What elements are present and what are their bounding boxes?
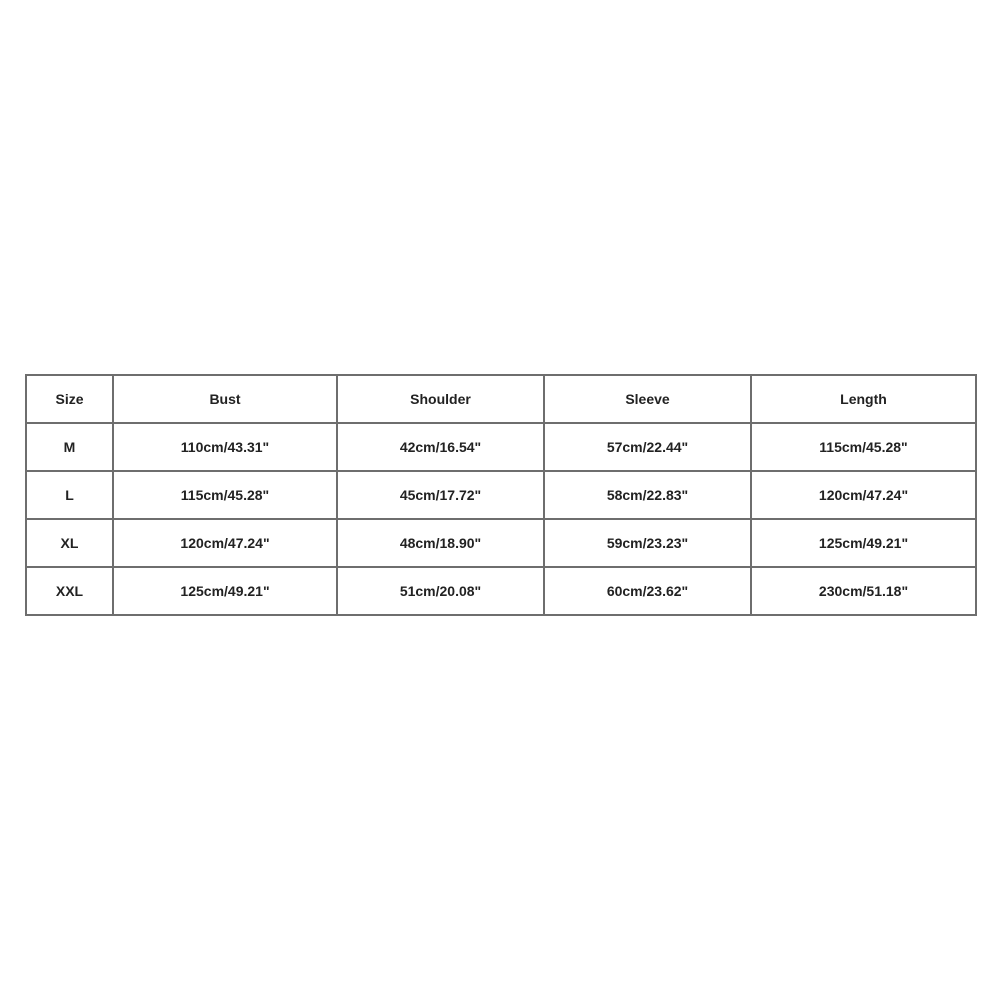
bust-cell: 125cm/49.21" — [113, 567, 337, 615]
size-cell: M — [26, 423, 113, 471]
table-row — [26, 519, 976, 567]
header-bust: Bust — [113, 375, 337, 423]
shoulder-cell: 45cm/17.72" — [337, 471, 544, 519]
table-row — [26, 567, 976, 615]
shoulder-cell: 48cm/18.90" — [337, 519, 544, 567]
table-row — [26, 471, 976, 519]
sleeve-cell: 60cm/23.62" — [544, 567, 751, 615]
bust-cell: 115cm/45.28" — [113, 471, 337, 519]
header-size: Size — [26, 375, 113, 423]
bust-cell: 110cm/43.31" — [113, 423, 337, 471]
size-cell: XL — [26, 519, 113, 567]
header-sleeve: Sleeve — [544, 375, 751, 423]
table-row — [26, 423, 976, 471]
bust-cell: 120cm/47.24" — [113, 519, 337, 567]
sleeve-cell: 59cm/23.23" — [544, 519, 751, 567]
length-cell: 115cm/45.28" — [751, 423, 976, 471]
size-cell: XXL — [26, 567, 113, 615]
size-chart-table — [25, 374, 977, 616]
size-cell: L — [26, 471, 113, 519]
length-cell: 125cm/49.21" — [751, 519, 976, 567]
sleeve-cell: 57cm/22.44" — [544, 423, 751, 471]
header-row — [26, 375, 976, 423]
length-cell: 120cm/47.24" — [751, 471, 976, 519]
length-cell: 230cm/51.18" — [751, 567, 976, 615]
sleeve-cell: 58cm/22.83" — [544, 471, 751, 519]
shoulder-cell: 51cm/20.08" — [337, 567, 544, 615]
header-length: Length — [751, 375, 976, 423]
header-shoulder: Shoulder — [337, 375, 544, 423]
shoulder-cell: 42cm/16.54" — [337, 423, 544, 471]
